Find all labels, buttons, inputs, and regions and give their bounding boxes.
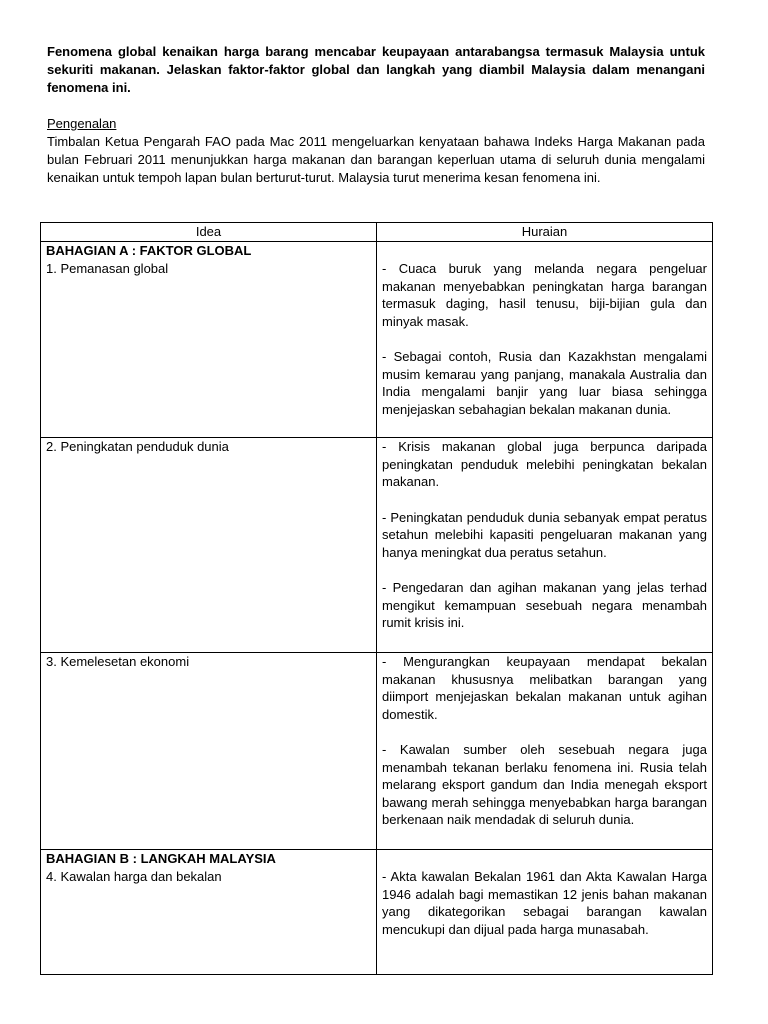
essay-question: Fenomena global kenaikan harga barang mencabar keupayaan antarabangsa termasuk Malaysia untuk sekuriti makanan. Jelaskan faktor-faktor global dan langkah yang diambil Malaysia dalam menangani fenomena ini. [47,44,705,95]
huraian-point: - Mengurangkan keupayaan mendapat bekalan makanan khususnya melibatkan barangan yang diimport menjejaskan bekalan makanan untuk agihan domestik. [382,654,707,722]
huraian-point: - Sebagai contoh, Rusia dan Kazakhstan mengalami musim kemarau yang panjang, manakala Australia dan India mengalami banjir yang luar biasa sehingga menjejaskan sebahagian bekalan makanan dunia. [382,349,707,417]
table-row [41,653,713,850]
idea-cell [41,438,377,653]
answer-table [40,222,713,975]
huraian-point: - Krisis makanan global juga berpunca daripada peningkatan penduduk melebihi peningkatan bekalan makanan. [382,439,707,489]
huraian-point: - Kawalan sumber oleh sesebuah negara juga menambah tekanan berlaku fenomena ini. Rusia telah melarang eksport gandum dan India menegah eksport bawang merah sehingga menyebabkan harga barangan berkenaan naik mendadak di seluruh dunia. [382,742,707,827]
idea-label: 2. Peningkatan penduduk dunia [46,439,229,454]
huraian-cell [377,438,713,653]
table-row [41,850,713,975]
idea-label: 1. Pemanasan global [46,260,169,276]
huraian-cell [377,242,713,438]
huraian-point: - Cuaca buruk yang melanda negara pengeluar makanan menyebabkan peningkatan harga barangan termasuk daging, hasil tenusu, biji-bijian gula dan minyak masak. [382,261,707,329]
idea-label: 3. Kemelesetan ekonomi [46,654,190,669]
section-b-title: BAHAGIAN B : LANGKAH MALAYSIA [46,851,276,866]
huraian-point: - Pengedaran dan agihan makanan yang jelas terhad mengikut kemampuan sesebuah negara menambah rumit krisis ini. [382,580,707,630]
table-header-row [41,223,713,242]
huraian-cell [377,653,713,850]
huraian-cell [377,850,713,975]
idea-cell [41,850,377,975]
huraian-point: - Akta kawalan Bekalan 1961 dan Akta Kawalan Harga 1946 adalah bagi memastikan 12 jenis bahan makanan yang dikategorikan sebagai barangan kawalan mencukupi dan dijual pada harga munasabah. [382,869,707,937]
section-a-title: BAHAGIAN A : FAKTOR GLOBAL [46,243,252,258]
idea-cell [41,242,377,438]
huraian-point: - Peningkatan penduduk dunia sebanyak empat peratus setahun melebihi kapasiti pengeluaran makanan yang hanya meningkat dua peratus setahun. [382,509,707,560]
idea-cell [41,653,377,850]
table-row [41,242,713,438]
header-huraian: Huraian [377,223,713,242]
header-idea: Idea [41,223,377,242]
intro-heading: Pengenalan [47,116,117,131]
table-row [41,438,713,653]
idea-label: 4. Kawalan harga dan bekalan [46,868,222,884]
intro-paragraph: Timbalan Ketua Pengarah FAO pada Mac 2011 mengeluarkan kenyataan bahawa Indeks Harga Makanan pada bulan Februari 2011 menunjukkan harga makanan dan barangan keperluan utama di seluruh dunia mengalami kenaikan untuk tempoh lapan bulan berturut-turut. Malaysia turut menerima kesan fenomena ini. [47,134,705,185]
